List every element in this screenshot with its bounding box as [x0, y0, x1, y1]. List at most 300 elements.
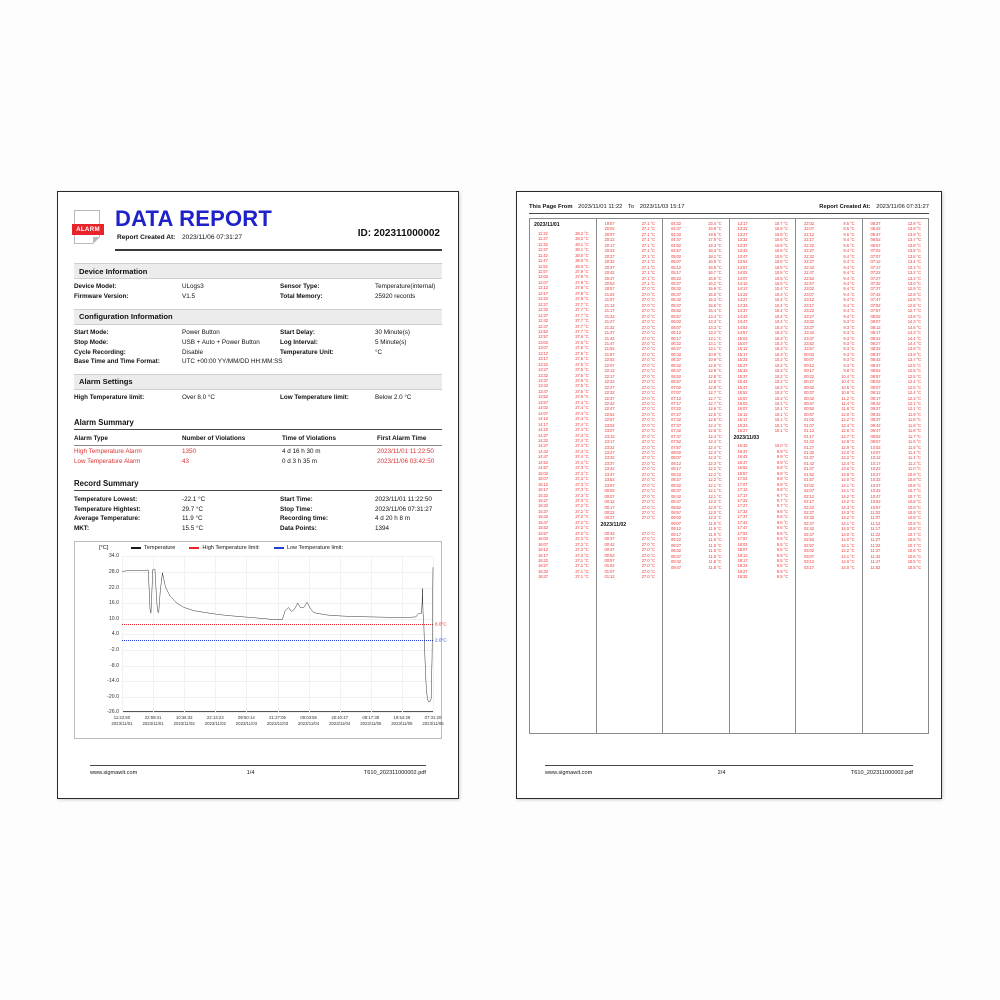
record-temperature: 10.2 °C	[774, 357, 788, 363]
record-time: 21:47	[604, 340, 615, 346]
record-time: 09:52	[870, 433, 881, 439]
record-time: 12:07	[538, 279, 548, 285]
record-time: 05:27	[671, 280, 681, 286]
record-time: 23:02	[604, 422, 615, 428]
record-time: 01:37	[804, 455, 814, 461]
record-temperature: 9.4 °C	[843, 264, 855, 270]
record-time: 17:22	[737, 498, 748, 503]
record-temperature: 27.5 °C	[575, 367, 589, 373]
table-row	[74, 456, 442, 466]
x-axis-tick-time: 22:59:41	[144, 715, 162, 721]
y-axis-tick: 22.0	[108, 584, 119, 591]
record-temperature: 11.8 °C	[907, 422, 921, 428]
record-temperature: 11.8 °C	[708, 559, 722, 565]
section-device-information: Device Information	[74, 263, 442, 279]
record-row	[533, 574, 593, 579]
record-temperature: 28.0 °C	[575, 252, 589, 258]
record-temperature: 27.4 °C	[575, 410, 589, 416]
record-time: 15:22	[737, 357, 748, 363]
record-time: 00:42	[804, 395, 814, 401]
record-temperature: 27.7 °C	[575, 328, 589, 334]
record-time: 23:07	[604, 428, 615, 434]
y-axis-tick: 34.0	[108, 553, 119, 560]
device-model-value: ULogs3	[182, 283, 204, 291]
x-axis-tick-time: 10:36:32	[175, 715, 193, 721]
x-axis-tick-time: 20:40:47	[331, 715, 349, 721]
record-temperature: 14.6 °C	[907, 324, 921, 330]
table-row	[74, 514, 442, 524]
record-time: 18:02	[737, 541, 748, 547]
record-temperature: 13.2 °C	[841, 455, 855, 461]
record-temperature: 9.9 °C	[776, 454, 788, 460]
record-temperature: 27.0 °C	[641, 357, 655, 363]
record-time: 01:12	[604, 574, 615, 580]
record-temperature: 12.6 °C	[841, 428, 855, 434]
records-column	[663, 219, 730, 733]
record-time: 07:47	[870, 297, 881, 303]
record-time: 22:02	[804, 221, 814, 226]
record-temperature: 10.5 °C	[774, 264, 788, 270]
record-time: 09:32	[870, 411, 881, 417]
record-temperature: 27.4 °C	[575, 459, 589, 465]
record-temperature: 27.0 °C	[641, 319, 655, 325]
legend-swatch-icon	[274, 547, 284, 549]
record-time: 04:32	[671, 221, 681, 226]
record-temperature: 27.0 °C	[641, 308, 655, 314]
record-time: 23:17	[604, 439, 615, 445]
record-temperature: 28.1 °C	[575, 241, 589, 247]
record-temperature: 27.6 °C	[575, 339, 589, 345]
record-time: 04:57	[671, 248, 681, 254]
record-time: 20:17	[604, 242, 615, 248]
high-temp-limit-label: High Temperature limit:	[74, 394, 145, 402]
record-time: 15:42	[538, 514, 548, 520]
record-temperature: 12.1 °C	[708, 482, 722, 488]
record-temperature: 27.0 °C	[641, 324, 655, 330]
record-temperature: 10.8 °C	[907, 504, 921, 510]
record-temperature: 9.4 °C	[843, 286, 855, 292]
record-time: 05:32	[671, 286, 681, 292]
record-temperature: 9.9 °C	[776, 448, 788, 454]
record-time: 23:27	[804, 313, 814, 319]
record-time: 22:37	[804, 259, 814, 265]
record-time: 22:17	[604, 373, 615, 379]
firmware-version-value: V1.5	[182, 293, 195, 301]
record-time: 13:37	[737, 242, 748, 248]
record-temperature: 27.4 °C	[575, 454, 589, 460]
record-temperature: 27.0 °C	[641, 291, 655, 297]
records-column	[796, 219, 863, 733]
alarm-settings-table	[74, 393, 442, 403]
firmware-version-label: Firmware Version:	[74, 293, 129, 301]
record-time: 02:22	[804, 504, 814, 510]
record-temperature: 16.5 °C	[708, 264, 722, 270]
record-time: 05:42	[671, 297, 681, 303]
record-time: 09:37	[870, 417, 881, 423]
record-time: 02:02	[804, 482, 814, 488]
record-time: 18:12	[737, 552, 748, 558]
record-time: 23:42	[804, 330, 814, 336]
record-temperature: 10.2 °C	[774, 368, 788, 374]
table-row	[74, 504, 442, 514]
chart-plot-area	[107, 553, 447, 727]
record-time: 15:17	[737, 351, 748, 357]
record-time: 12:22	[538, 296, 548, 302]
record-time: 00:12	[604, 499, 615, 505]
record-time: 21:32	[604, 324, 615, 330]
temperature-chart	[74, 541, 447, 739]
record-time: 01:02	[604, 563, 615, 569]
record-time: 06:32	[671, 351, 681, 357]
device-information-table	[74, 282, 442, 302]
record-time: 13:17	[538, 356, 548, 362]
record-temperature: 10.4 °C	[774, 302, 788, 308]
record-time: 22:17	[804, 237, 814, 243]
record-temperature: 11.8 °C	[907, 428, 921, 434]
record-time: 12:37	[538, 312, 548, 318]
record-temperature: 27.7 °C	[575, 312, 589, 318]
record-time: 14:42	[737, 313, 748, 319]
record-temperature: 27.1 °C	[641, 275, 655, 281]
record-temperature: 10.3 °C	[774, 335, 788, 341]
y-axis-tick: 28.0	[108, 569, 119, 576]
record-time: 06:57	[870, 242, 881, 248]
record-time: 11:27	[538, 236, 548, 242]
y-axis-tick: -20.0	[107, 693, 119, 700]
recording-time-value: 4 d 20 h 8 m	[375, 515, 411, 523]
x-axis-tick	[205, 715, 226, 727]
record-temperature: 11.7 °C	[907, 433, 921, 439]
record-temperature: 9.6 °C	[776, 508, 788, 514]
record-temperature: 12.2 °C	[708, 477, 722, 483]
record-temperature: 9.7 °C	[776, 498, 788, 503]
record-time: 00:02	[804, 351, 814, 357]
record-temperature: 12.1 °C	[708, 493, 722, 499]
record-time: 06:02	[671, 319, 681, 325]
base-time-label: Base Time and Time Format:	[74, 358, 160, 366]
records-column	[730, 219, 797, 733]
record-temperature: 10.2 °C	[774, 373, 788, 379]
legend-label: Low Temperature limit:	[286, 545, 343, 552]
x-axis-tick	[360, 715, 381, 727]
record-temperature: 27.0 °C	[641, 444, 655, 450]
record-temperature: 10.8 °C	[907, 482, 921, 488]
record-time: 00:52	[604, 552, 615, 558]
record-temperature: 9.8 °C	[776, 487, 788, 493]
record-time: 14:02	[538, 405, 548, 411]
record-temperature: 27.0 °C	[641, 471, 655, 477]
footer-site: www.sigmawit.com	[545, 770, 593, 776]
record-time: 04:37	[671, 226, 681, 232]
record-temperature: 11.8 °C	[708, 548, 722, 554]
alarm-first-time-value: 2023/11/06 03:42:50	[377, 457, 435, 465]
record-time: 00:02	[604, 488, 615, 494]
record-time: 23:32	[804, 319, 814, 325]
record-time: 02:57	[804, 542, 814, 548]
record-temperature: 10.7 °C	[907, 542, 921, 548]
record-temperature: 12.4 °C	[708, 439, 722, 445]
chart-unit-label: [°C]	[99, 545, 109, 552]
record-temperature: 27.4 °C	[575, 421, 589, 427]
record-temperature: 13.7 °C	[907, 357, 921, 363]
record-temperature: 27.0 °C	[641, 450, 655, 456]
record-time: 09:42	[671, 559, 681, 565]
configuration-information-table	[74, 328, 442, 367]
record-time: 16:17	[737, 417, 748, 423]
record-temperature: 27.4 °C	[575, 432, 589, 438]
record-temperature: 27.2 °C	[575, 508, 589, 514]
record-temperature: 9.4 °C	[843, 291, 855, 297]
record-time: 11:02	[870, 510, 881, 516]
record-time: 09:37	[671, 553, 681, 559]
record-time: 00:27	[604, 515, 615, 521]
section-record-summary: Record Summary	[74, 479, 442, 491]
table-header-row	[74, 433, 442, 445]
record-time: 07:07	[671, 390, 681, 396]
records-date-header: 2023/11/02	[600, 521, 627, 528]
record-time: 10:02	[870, 444, 881, 450]
record-temperature: 27.4 °C	[575, 405, 589, 411]
record-time: 11:27	[870, 537, 881, 543]
low-temp-limit-value: Below 2.0 °C	[375, 394, 412, 402]
alarm-duration-value: 0 d 3 h 35 m	[282, 457, 318, 465]
record-temperature: 27.1 °C	[575, 568, 589, 574]
record-time: 07:42	[870, 291, 881, 297]
record-time: 17:57	[737, 536, 748, 542]
report-page-2	[516, 191, 942, 799]
x-axis-tick-date: 2023/11/02	[204, 721, 226, 727]
records-date-header: 2023/11/01	[534, 222, 560, 228]
record-time: 05:17	[671, 270, 681, 276]
record-time: 11:07	[870, 515, 881, 521]
record-time: 14:37	[538, 443, 548, 449]
x-axis-tick-time: 22:13:23	[206, 715, 224, 721]
record-time: 17:27	[737, 503, 748, 509]
record-time: 00:57	[604, 557, 615, 563]
record-temperature: 13.8 °C	[907, 248, 921, 254]
record-temperature: 9.4 °C	[843, 280, 855, 286]
record-temperature: 13.0 °C	[841, 450, 855, 456]
record-time: 11:32	[870, 542, 881, 548]
record-temperature: 9.3 °C	[843, 335, 855, 341]
record-time: 08:57	[671, 510, 681, 516]
record-temperature: 27.0 °C	[641, 390, 655, 396]
y-axis-tick: 4.0	[111, 631, 119, 638]
record-time: 16:22	[737, 422, 748, 428]
record-time: 23:37	[804, 324, 814, 330]
record-temperature: 14.3 °C	[907, 319, 921, 325]
record-temperature: 11.4 °C	[841, 400, 855, 406]
record-temperature: 10.7 °C	[907, 493, 921, 499]
record-time: 14:27	[538, 432, 548, 438]
record-time: 22:02	[604, 357, 615, 363]
record-temperature: 12.4 °C	[841, 422, 855, 428]
record-temperature: 10.0 °C	[774, 443, 788, 449]
record-time: 06:37	[870, 221, 881, 226]
record-time: 15:32	[538, 503, 548, 509]
record-temperature: 9.5 °C	[843, 231, 855, 237]
record-time: 17:07	[737, 481, 748, 487]
record-temperature: 10.6 °C	[774, 226, 788, 232]
record-temperature: 10.1 °C	[774, 411, 788, 417]
record-time: 07:07	[870, 253, 881, 259]
record-temperature: 27.0 °C	[641, 466, 655, 472]
record-temperature: 12.5 °C	[907, 373, 921, 379]
record-time: 15:27	[538, 498, 548, 503]
record-temperature: 27.3 °C	[575, 470, 589, 476]
record-time: 08:32	[671, 482, 681, 488]
record-time: 09:22	[870, 400, 881, 406]
y-axis-tick: -26.0	[107, 709, 119, 716]
record-time: 15:12	[538, 481, 548, 487]
record-time: 09:12	[671, 526, 681, 532]
record-temperature: 13.3 °C	[708, 319, 722, 325]
record-temperature: 27.0 °C	[641, 297, 655, 303]
record-temperature: 9.6 °C	[776, 530, 788, 536]
record-time: 13:52	[737, 259, 748, 265]
record-time: 07:12	[870, 259, 881, 265]
record-temperature: 9.4 °C	[843, 259, 855, 265]
record-time: 01:22	[804, 439, 814, 445]
record-time: 08:47	[671, 499, 681, 505]
record-time: 00:32	[804, 384, 814, 390]
record-temperature: 10.1 °C	[774, 406, 788, 412]
record-time: 01:12	[804, 428, 814, 434]
record-temperature: 14.0 °C	[841, 564, 855, 570]
record-time: 08:22	[671, 471, 681, 477]
record-temperature: 10.4 °C	[774, 313, 788, 319]
record-time: 07:27	[671, 411, 681, 417]
record-temperature: 27.0 °C	[641, 574, 655, 580]
record-time: 15:17	[538, 487, 548, 493]
record-temperature: 27.2 °C	[575, 525, 589, 531]
record-temperature: 11.8 °C	[708, 542, 722, 548]
record-temperature: 13.9 °C	[907, 221, 921, 226]
average-temperature-label: Average Temperature:	[74, 515, 141, 523]
record-temperature: 9.3 °C	[843, 330, 855, 336]
record-time: 13:37	[538, 378, 548, 384]
record-temperature: 9.3 °C	[843, 351, 855, 357]
record-temperature: 10.3 °C	[774, 324, 788, 330]
record-time: 13:22	[737, 226, 748, 232]
record-temperature: 9.4 °C	[843, 297, 855, 303]
record-time: 05:07	[671, 259, 681, 265]
record-temperature: 12.7 °C	[708, 400, 722, 406]
record-temperature: 10.5 °C	[774, 270, 788, 276]
table-row	[74, 337, 442, 347]
start-time-value: 2023/11/01 11:22:50	[375, 495, 432, 503]
record-time: 05:47	[671, 302, 681, 308]
record-time: 07:22	[671, 406, 681, 412]
record-temperature: 14.1 °C	[841, 482, 855, 488]
high-temperature-limit-line-label: 8.0°C	[435, 621, 447, 627]
legend-item	[274, 545, 343, 551]
table-row	[74, 393, 442, 403]
x-axis-tick	[298, 715, 319, 727]
record-temperature: 27.0 °C	[641, 373, 655, 379]
record-temperature: 27.0 °C	[641, 530, 655, 536]
record-time: 04:42	[671, 231, 681, 237]
record-time: 22:07	[804, 226, 814, 232]
record-temperature: 27.6 °C	[575, 345, 589, 351]
record-time: 07:02	[870, 248, 881, 254]
record-time: 16:07	[737, 406, 748, 412]
record-temperature: 23.4 °C	[708, 221, 722, 226]
record-time: 22:57	[604, 417, 615, 423]
footer-page-number: 1/4	[246, 770, 255, 776]
mkt-value: 15.5 °C	[182, 525, 204, 533]
record-temperature: 16.9 °C	[708, 259, 722, 265]
record-time: 20:12	[604, 237, 615, 243]
record-temperature: 27.7 °C	[575, 301, 589, 307]
record-time: 21:12	[604, 302, 615, 308]
report-id: ID: 202311000002	[357, 228, 440, 239]
low-temperature-limit-line-label: 2.0°C	[435, 637, 447, 643]
x-axis-tick	[174, 715, 195, 727]
record-temperature: 27.0 °C	[641, 515, 655, 521]
record-time: 15:37	[538, 508, 548, 514]
record-temperature: 10.3 °C	[774, 330, 788, 336]
record-temperature: 10.1 °C	[774, 400, 788, 406]
record-time: 11:37	[538, 247, 548, 253]
records-column	[863, 219, 929, 733]
record-temperature: 27.3 °C	[575, 498, 589, 503]
record-time: 22:57	[804, 280, 814, 286]
record-time: 21:42	[604, 335, 615, 341]
record-temperature: 27.2 °C	[575, 547, 589, 553]
record-time: 07:17	[870, 264, 881, 270]
records-date-header: 2023/11/03	[733, 434, 760, 441]
record-time: 07:12	[671, 395, 681, 401]
x-axis-tick-date: 2023/11/05	[360, 721, 382, 727]
record-time: 15:02	[737, 335, 748, 341]
record-time: 00:57	[804, 411, 814, 417]
record-time: 22:22	[804, 242, 814, 248]
record-temperature: 27.3 °C	[575, 465, 589, 471]
record-temperature: 14.1 °C	[841, 520, 855, 526]
record-time: 07:32	[671, 417, 681, 423]
record-time: 13:17	[737, 221, 748, 226]
page-to-value: 2023/11/03 15:17	[639, 204, 685, 210]
start-delay-value: 30 Minute(s)	[375, 328, 410, 336]
record-temperature: 27.9 °C	[575, 268, 589, 274]
record-temperature: 27.7 °C	[575, 318, 589, 324]
record-temperature: 27.0 °C	[641, 552, 655, 558]
page-footer	[545, 765, 913, 776]
x-axis-tick-time: 09:50:14	[238, 715, 255, 721]
record-time: 08:22	[870, 335, 881, 341]
record-time: 11:47	[538, 258, 548, 264]
record-time: 02:27	[804, 510, 814, 516]
chart-legend	[131, 545, 343, 551]
record-time: 21:27	[604, 319, 615, 325]
record-time: 11:17	[870, 526, 881, 532]
record-time: 20:42	[604, 270, 615, 276]
record-time: 12:17	[538, 290, 548, 296]
record-temperature: 27.0 °C	[641, 499, 655, 505]
record-temperature: 27.0 °C	[641, 335, 655, 341]
record-temperature: 10.9 °C	[708, 351, 722, 357]
record-temperature: 9.6 °C	[776, 519, 788, 525]
record-temperature: 16.7 °C	[708, 270, 722, 276]
record-temperature: 9.5 °C	[776, 568, 788, 574]
record-temperature: 13.6 °C	[841, 466, 855, 472]
record-temperature: 13.8 °C	[907, 351, 921, 357]
start-delay-label: Start Delay:	[280, 328, 315, 336]
record-time: 23:47	[804, 335, 814, 341]
y-axis-tick: 16.0	[108, 600, 119, 607]
record-time: 16:32	[737, 443, 748, 449]
